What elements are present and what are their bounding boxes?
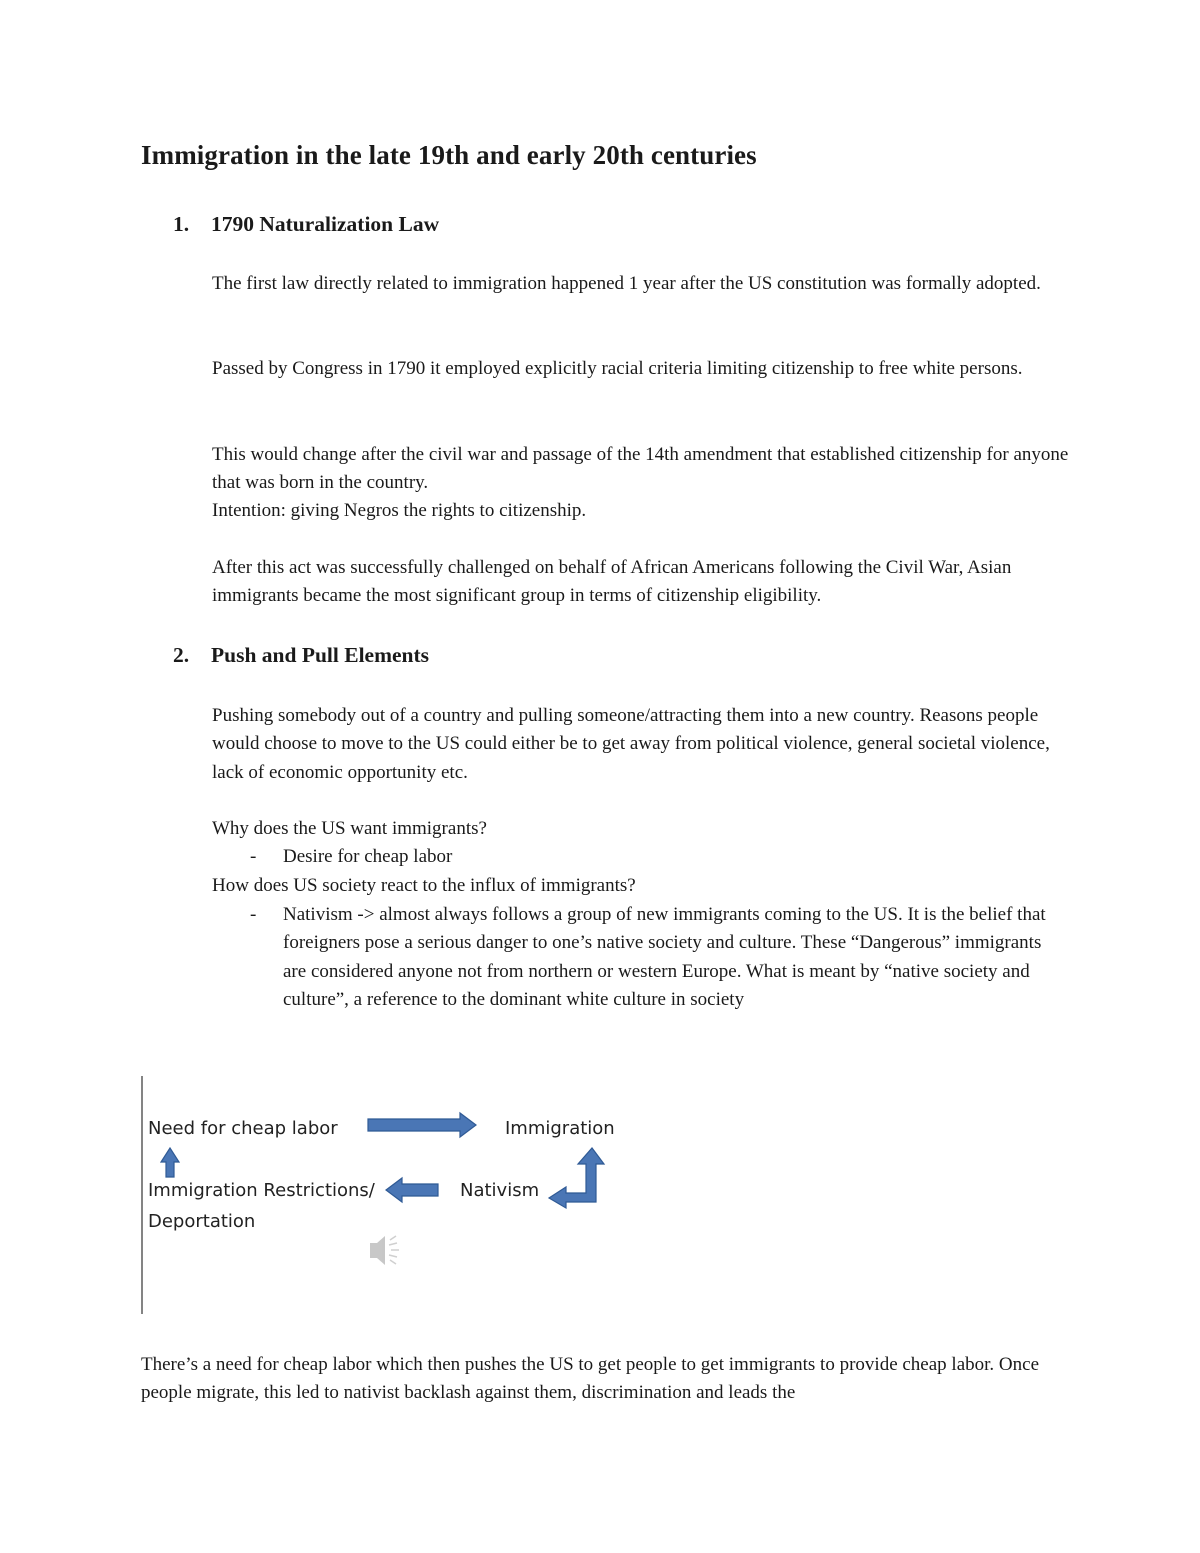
bullet-text: Nativism -> almost always follows a group of new immigrants coming to the US. It is the belief that foreigners pose a serious danger to one’s native society and culture. These “Dangerous” immigrants are considered anyone not from northern or western Europe. What is meant by “native society and culture”, a reference to the dominant white culture in society — [283, 904, 1046, 1011]
paragraph: Pushing somebody out of a country and pulling someone/attracting them into a new country. Reasons people would choose to move to the US could either be to get away from political violence, general societal violence, lack of economic opportunity etc. — [212, 705, 1050, 783]
right-arrow-icon — [368, 1113, 476, 1137]
paragraph: Intention: giving Negros the rights to citizenship. — [212, 500, 587, 521]
bullet-text: Desire for cheap labor — [283, 846, 453, 867]
paragraph: Why does the US want immigrants? — [212, 818, 487, 839]
speaker-icon — [370, 1236, 399, 1265]
paragraph: This would change after the civil war and passage of the 14th amendment that established citizenship for anyone that was born in the country. — [212, 444, 1069, 494]
paragraph: How does US society react to the influx of immigrants? — [212, 875, 636, 896]
diagram-label-immigration: Immigration — [505, 1118, 615, 1139]
diagram-label-nativism: Nativism — [460, 1180, 540, 1201]
section-heading-2 — [173, 643, 429, 668]
diagram-label-need: Need for cheap labor — [148, 1118, 338, 1139]
flow-diagram — [0, 1070, 700, 1320]
diagram-label-deportation: Deportation — [148, 1211, 256, 1232]
bent-arrow-icon — [549, 1148, 604, 1208]
section-number: 1. — [173, 212, 190, 236]
paragraph: There’s a need for cheap labor which then pushes the US to get people to get immigrants to provide cheap labor. Once people migrate, this led to nativist backlash against them, discrimination and leads the — [141, 1354, 1040, 1404]
bullet-marker: - — [250, 846, 257, 867]
section-number: 2. — [173, 643, 190, 667]
section-heading-1 — [173, 212, 439, 237]
bullet-marker: - — [250, 904, 257, 925]
page-title: Immigration in the late 19th and early 20th centuries — [141, 140, 757, 170]
paragraph: Passed by Congress in 1790 it employed explicitly racial criteria limiting citizenship to free white persons. — [212, 358, 1023, 379]
left-arrow-icon — [386, 1178, 438, 1202]
section-title: 1790 Naturalization Law — [211, 212, 440, 236]
diagram-label-restrictions: Immigration Restrictions/ — [148, 1180, 375, 1201]
paragraph: After this act was successfully challenged on behalf of African Americans following the Civil War, Asian immigrants became the most significant group in terms of citizenship eligibility. — [212, 557, 1012, 607]
paragraph: The first law directly related to immigration happened 1 year after the US constitution was formally adopted. — [212, 273, 1041, 294]
up-arrow-icon — [161, 1148, 179, 1177]
section-title: Push and Pull Elements — [211, 643, 430, 667]
